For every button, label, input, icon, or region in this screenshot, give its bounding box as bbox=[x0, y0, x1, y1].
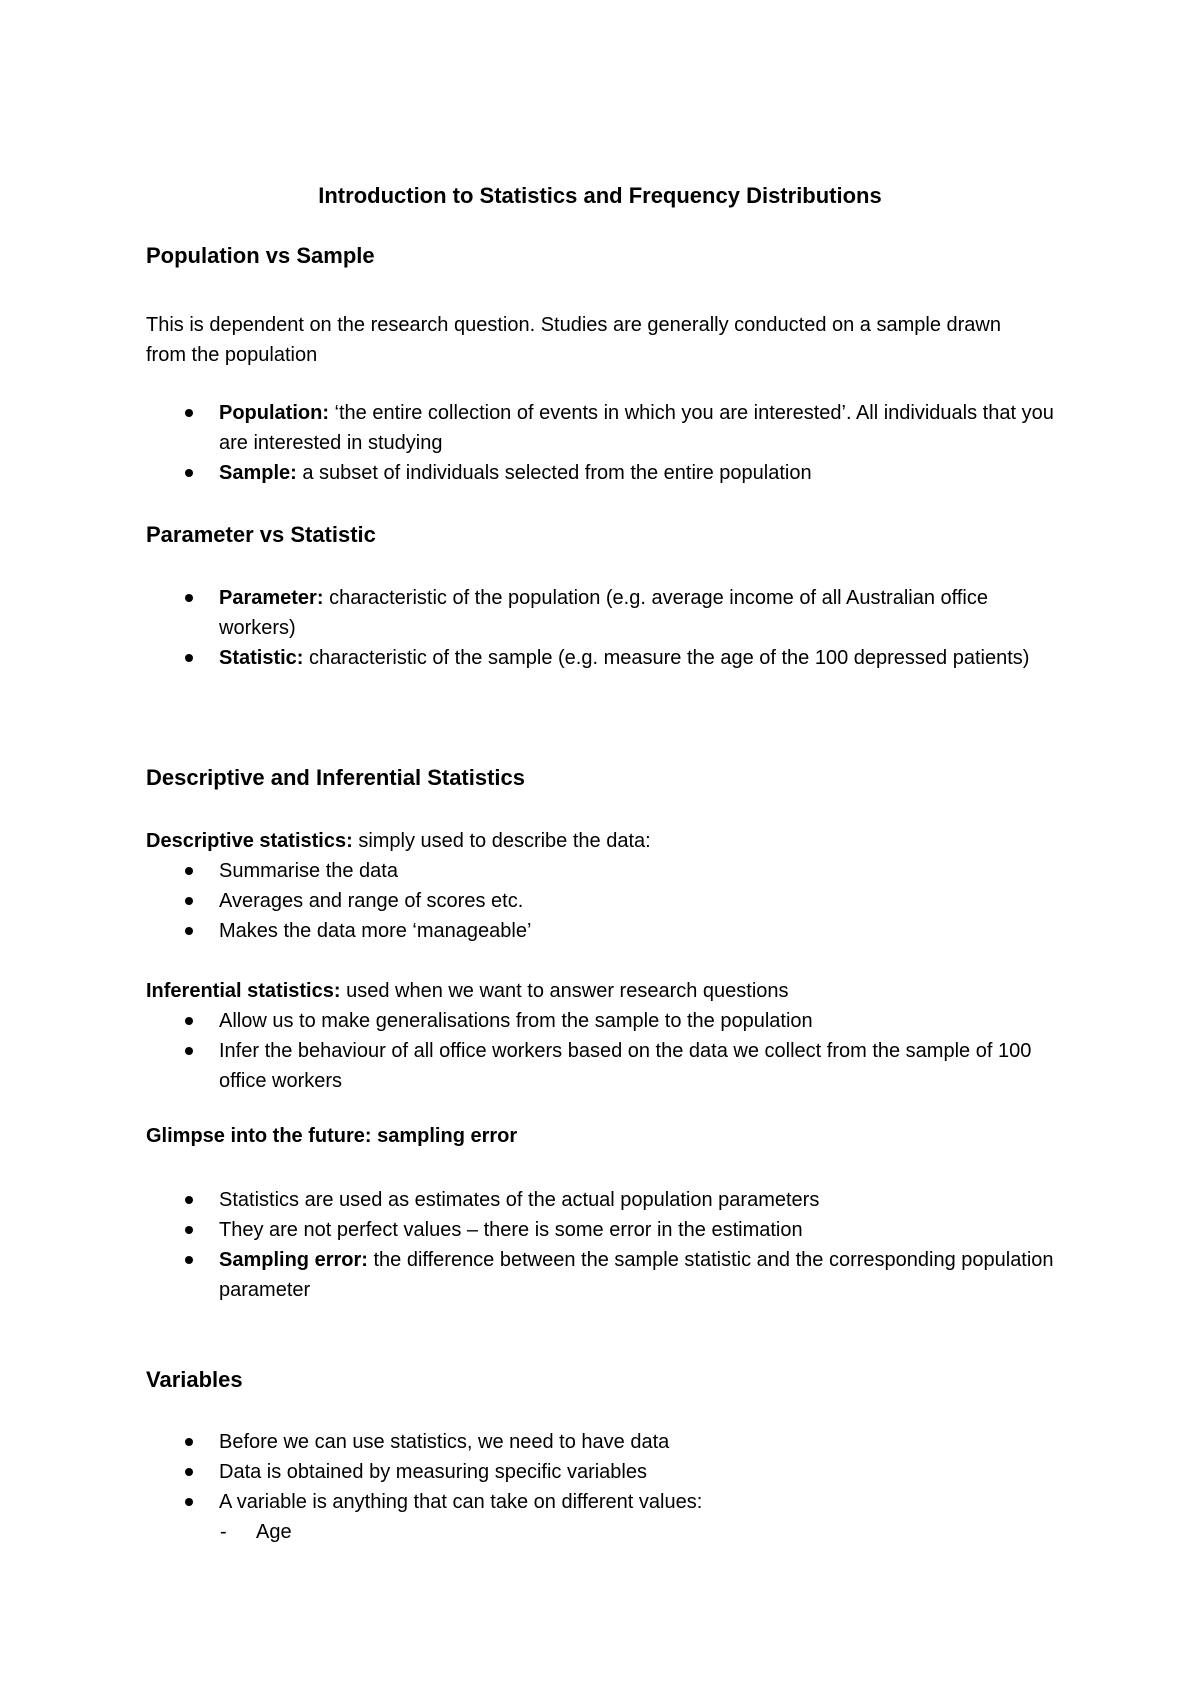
bullet-icon bbox=[185, 1256, 193, 1264]
list-item bbox=[0, 1487, 1059, 1517]
term-text: They are not perfect values – there is some error in the estimation bbox=[219, 1219, 803, 1241]
bullet-icon bbox=[185, 1017, 193, 1025]
term-text: the difference between the sample statistic and the corresponding population parameter bbox=[219, 1249, 1054, 1301]
parameter-statistic-list bbox=[0, 583, 1200, 673]
list-item bbox=[0, 643, 1059, 673]
term-text: Statistics are used as estimates of the actual population parameters bbox=[219, 1189, 820, 1211]
term-label: Descriptive statistics: bbox=[146, 830, 353, 852]
bullet-icon bbox=[185, 1468, 193, 1476]
term-label: Sample: bbox=[219, 462, 297, 484]
term-label: Sampling error: bbox=[219, 1249, 368, 1271]
list-item bbox=[0, 1185, 1059, 1215]
list-item bbox=[0, 886, 1059, 916]
term-text: characteristic of the population (e.g. average income of all Australian office workers) bbox=[219, 587, 988, 639]
list-item bbox=[0, 1036, 1059, 1096]
bullet-icon bbox=[185, 469, 193, 477]
term-label: Statistic: bbox=[219, 647, 304, 669]
bullet-icon bbox=[185, 927, 193, 935]
list-item-text: Before we can use statistics, we need to have data bbox=[219, 1431, 670, 1453]
bullet-icon bbox=[185, 1226, 193, 1234]
population-sample-list bbox=[0, 398, 1200, 488]
bullet-icon bbox=[185, 594, 193, 602]
page-title: Introduction to Statistics and Frequency Distributions bbox=[318, 183, 882, 208]
bullet-icon bbox=[185, 1196, 193, 1204]
sub-list-item-text: Age bbox=[256, 1521, 292, 1543]
descriptive-list bbox=[0, 856, 1200, 946]
sub-list-item bbox=[220, 1517, 292, 1547]
bullet-icon bbox=[185, 1047, 193, 1055]
term-text: a subset of individuals selected from the entire population bbox=[296, 462, 812, 484]
list-item-text: Summarise the data bbox=[219, 860, 398, 882]
list-item bbox=[0, 856, 1059, 886]
bullet-icon bbox=[185, 409, 193, 417]
dash-icon: - bbox=[220, 1521, 227, 1543]
list-item-text: Makes the data more ‘manageable’ bbox=[219, 920, 532, 942]
descriptive-definition bbox=[146, 826, 1046, 856]
list-item-text: A variable is anything that can take on different values: bbox=[219, 1491, 703, 1513]
list-item-text: Averages and range of scores etc. bbox=[219, 890, 524, 912]
sampling-error-list bbox=[0, 1185, 1200, 1305]
heading-population-vs-sample: Population vs Sample bbox=[146, 243, 375, 268]
list-item bbox=[0, 583, 1059, 643]
list-item-text: Allow us to make generalisations from the sample to the population bbox=[219, 1010, 813, 1032]
heading-variables: Variables bbox=[146, 1367, 243, 1392]
bullet-icon bbox=[185, 897, 193, 905]
bullet-icon bbox=[185, 654, 193, 662]
list-item bbox=[0, 1215, 1059, 1245]
list-item bbox=[0, 458, 1059, 488]
list-item-text: Infer the behaviour of all office workers based on the data we collect from the sample of 100 office workers bbox=[219, 1040, 1032, 1092]
list-item bbox=[0, 1427, 1059, 1457]
bullet-icon bbox=[185, 1438, 193, 1446]
term-label: Population: bbox=[219, 402, 329, 424]
term-text: characteristic of the sample (e.g. measure the age of the 100 depressed patients) bbox=[303, 647, 1030, 669]
term-label: Inferential statistics: bbox=[146, 980, 341, 1002]
term-text: used when we want to answer research questions bbox=[340, 980, 789, 1002]
heading-descriptive-inferential: Descriptive and Inferential Statistics bbox=[146, 765, 526, 790]
term-label: Parameter: bbox=[219, 587, 324, 609]
bullet-icon bbox=[185, 867, 193, 875]
intro-paragraph: This is dependent on the research question. Studies are generally conducted on a sample drawn from the population bbox=[146, 314, 1001, 366]
heading-parameter-vs-statistic: Parameter vs Statistic bbox=[146, 522, 376, 547]
term-text: simply used to describe the data: bbox=[352, 830, 651, 852]
list-item bbox=[0, 398, 1059, 458]
inferential-definition bbox=[146, 976, 1046, 1006]
inferential-list bbox=[0, 1006, 1200, 1096]
list-item bbox=[0, 1245, 1059, 1305]
list-item bbox=[0, 916, 1059, 946]
bullet-icon bbox=[185, 1498, 193, 1506]
list-item-text: Data is obtained by measuring specific variables bbox=[219, 1461, 647, 1483]
list-item bbox=[0, 1006, 1059, 1036]
list-item bbox=[0, 1457, 1059, 1487]
term-text: ‘the entire collection of events in which you are interested’. All individuals that you are interested in studying bbox=[219, 402, 1054, 454]
variables-list bbox=[0, 1427, 1200, 1517]
heading-sampling-error: Glimpse into the future: sampling error bbox=[146, 1125, 518, 1147]
